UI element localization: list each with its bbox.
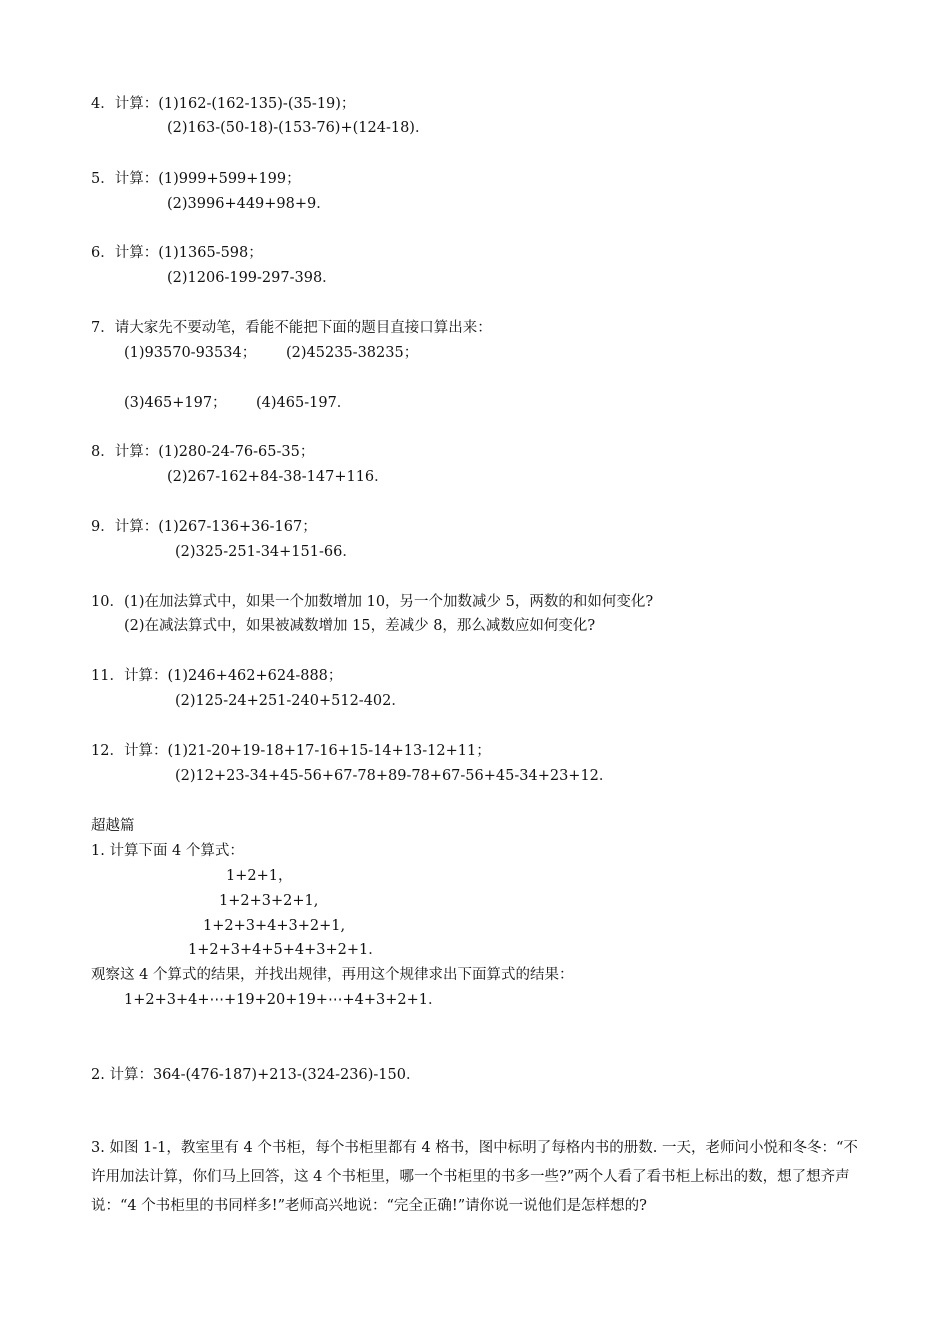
advanced-q1-formula-2: 1+2+3+2+1, xyxy=(219,893,319,909)
problem-5-line-1 xyxy=(91,169,301,189)
problem-7-item-2: (2)45235-38235； xyxy=(286,345,419,361)
problem-9-part-2: (2)325-251-34+151-66． xyxy=(175,544,357,560)
problem-10-line-1 xyxy=(91,592,653,612)
problem-9-number: 9．计算： xyxy=(91,519,159,535)
advanced-q1-formula-3: 1+2+3+4+3+2+1, xyxy=(203,918,346,934)
advanced-q1-formula-4: 1+2+3+4+5+4+3+2+1． xyxy=(188,942,383,958)
problem-4-line-1 xyxy=(91,94,355,114)
problem-12-line-1 xyxy=(91,741,491,761)
problem-9-line-1 xyxy=(91,517,317,537)
problem-4-part-1: (1)162-(162-135)-(35-19)； xyxy=(158,96,356,112)
problem-6-part-1: (1)1365-598； xyxy=(158,245,263,261)
advanced-q1-intro: 1. 计算下面 4 个算式： xyxy=(91,843,244,859)
problem-9-part-1: (1)267-136+36-167； xyxy=(158,519,317,535)
problem-6-part-2: (2)1206-199-297-398． xyxy=(167,270,337,286)
advanced-q1-formula-1: 1+2+1， xyxy=(226,868,293,884)
problem-10-part-2: (2)在减法算式中，如果被减数增加 15，差减少 8，那么减数应如何变化? xyxy=(124,618,596,634)
problem-12-part-1: (1)21-20+19-18+17-16+15-14+13-12+11； xyxy=(167,743,491,759)
advanced-q3: 3. 如图 1-1，教室里有 4 个书柜，每个书柜里都有 4 格书，图中标明了每格内书的册数. 一天，老师问小悦和冬冬：“不许用加法计算，你们马上回答，这 4 个书柜里，哪一个书柜里的书多一些?”两个人看了看书柜上标出的数，想了想齐声说：“4 个书柜里的书同样多!”老师高兴地说：“完全正确!”请你说一说他们是怎样想的? xyxy=(91,1140,858,1214)
problem-11-line-1 xyxy=(91,666,342,686)
problem-10-number: 10． xyxy=(91,594,124,610)
problem-8-line-1 xyxy=(91,442,314,462)
advanced-q1-observe: 观察这 4 个算式的结果，并找出规律，再用这个规律求出下面算式的结果： xyxy=(91,967,574,983)
advanced-q1-target: 1+2+3+4+⋯+19+20+19+⋯+4+3+2+1． xyxy=(124,992,443,1008)
problem-11-part-2: (2)125-24+251-240+512-402． xyxy=(175,693,406,709)
problem-5-part-1: (1)999+599+199； xyxy=(158,171,301,187)
problem-12-part-2: (2)12+23-34+45-56+67-78+89-78+67-56+45-34+23+12． xyxy=(175,768,614,784)
section-title: 超越篇 xyxy=(91,818,135,834)
problem-7-item-4: (4)465-197． xyxy=(256,395,352,411)
problem-7-prompt: 7．请大家先不要动笔，看能不能把下面的题目直接口算出来： xyxy=(91,320,492,336)
problem-4-number: 4．计算： xyxy=(91,96,159,112)
problem-6-line-1 xyxy=(91,243,263,263)
problem-6-number: 6．计算： xyxy=(91,245,159,261)
advanced-q2: 2. 计算：364-(476-187)+213-(324-236)-150． xyxy=(91,1067,421,1083)
problem-12-number: 12．计算： xyxy=(91,743,168,759)
problem-7-item-3: (3)465+197； xyxy=(124,395,227,411)
problem-10-part-1: (1)在加法算式中，如果一个加数增加 10，另一个加数减少 5，两数的和如何变化? xyxy=(123,594,654,610)
problem-11-number: 11．计算： xyxy=(91,668,168,684)
problem-8-part-2: (2)267-162+84-38-147+116． xyxy=(167,469,389,485)
problem-4-part-2: (2)163-(50-18)-(153-76)+(124-18)． xyxy=(167,120,430,136)
problem-8-number: 8．计算： xyxy=(91,444,159,460)
problem-11-part-1: (1)246+462+624-888； xyxy=(167,668,343,684)
problem-7-item-1: (1)93570-93534； xyxy=(124,345,257,361)
problem-5-part-2: (2)3996+449+98+9． xyxy=(167,196,331,212)
problem-5-number: 5．计算： xyxy=(91,171,159,187)
problem-8-part-1: (1)280-24-76-65-35； xyxy=(158,444,315,460)
